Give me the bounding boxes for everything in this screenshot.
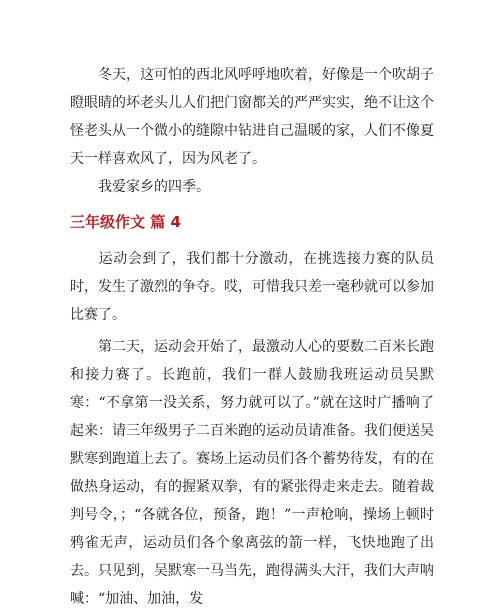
paragraph-second-day-text: 第二天，运动会开始了，最激动人心的要数二百米长跑和接力赛了。长跑前，我们一群人鼓励我班运动员吴默寒：“不拿第一没关系，努力就可以了。”就在这时广播响了起来：请三年级男子二百米跑的运动员请准备。我们便送吴默寒到跑道上去了。赛场上运动员们各个蓄势待发，有的在做热身运动，有的握紧双拳，有的紧张得走来走去。随着裁判号令，；“各就各位，预备，跑！”一声枪响，操场上顿时鸦雀无声，运动员们各个象离弦的箭一样，飞快地跑了出去。只见到，吴默寒一马当先，跑得满头大汗，我们大声呐喊：“加油、加油，发 [70, 339, 434, 607]
paragraph-winter [70, 61, 434, 173]
section-heading: 三年级作文 篇 4 [70, 213, 181, 231]
paragraph-winter-text: 冬天，这可怕的西北风呼呼地吹着，好像是一个吹胡子瞪眼睛的坏老头儿人们把门窗都关的严严实实，绝不让这个怪老头从一个微小的缝隙中钻进自己温暖的家，人们不像夏天一样喜欢风了，因为风老了。 [70, 67, 434, 167]
paragraph-love-seasons [70, 173, 434, 201]
paragraph-love-seasons-text: 我爱家乡的四季。 [98, 179, 210, 195]
paragraph-sports-meet-text: 运动会到了，我们都十分激动，在挑选接力赛的队员时，发生了激烈的争夺。哎，可惜我只差一毫秒就可以参加比赛了。 [70, 251, 434, 323]
paragraph-second-day [70, 333, 434, 613]
paragraph-sports-meet [70, 245, 434, 329]
